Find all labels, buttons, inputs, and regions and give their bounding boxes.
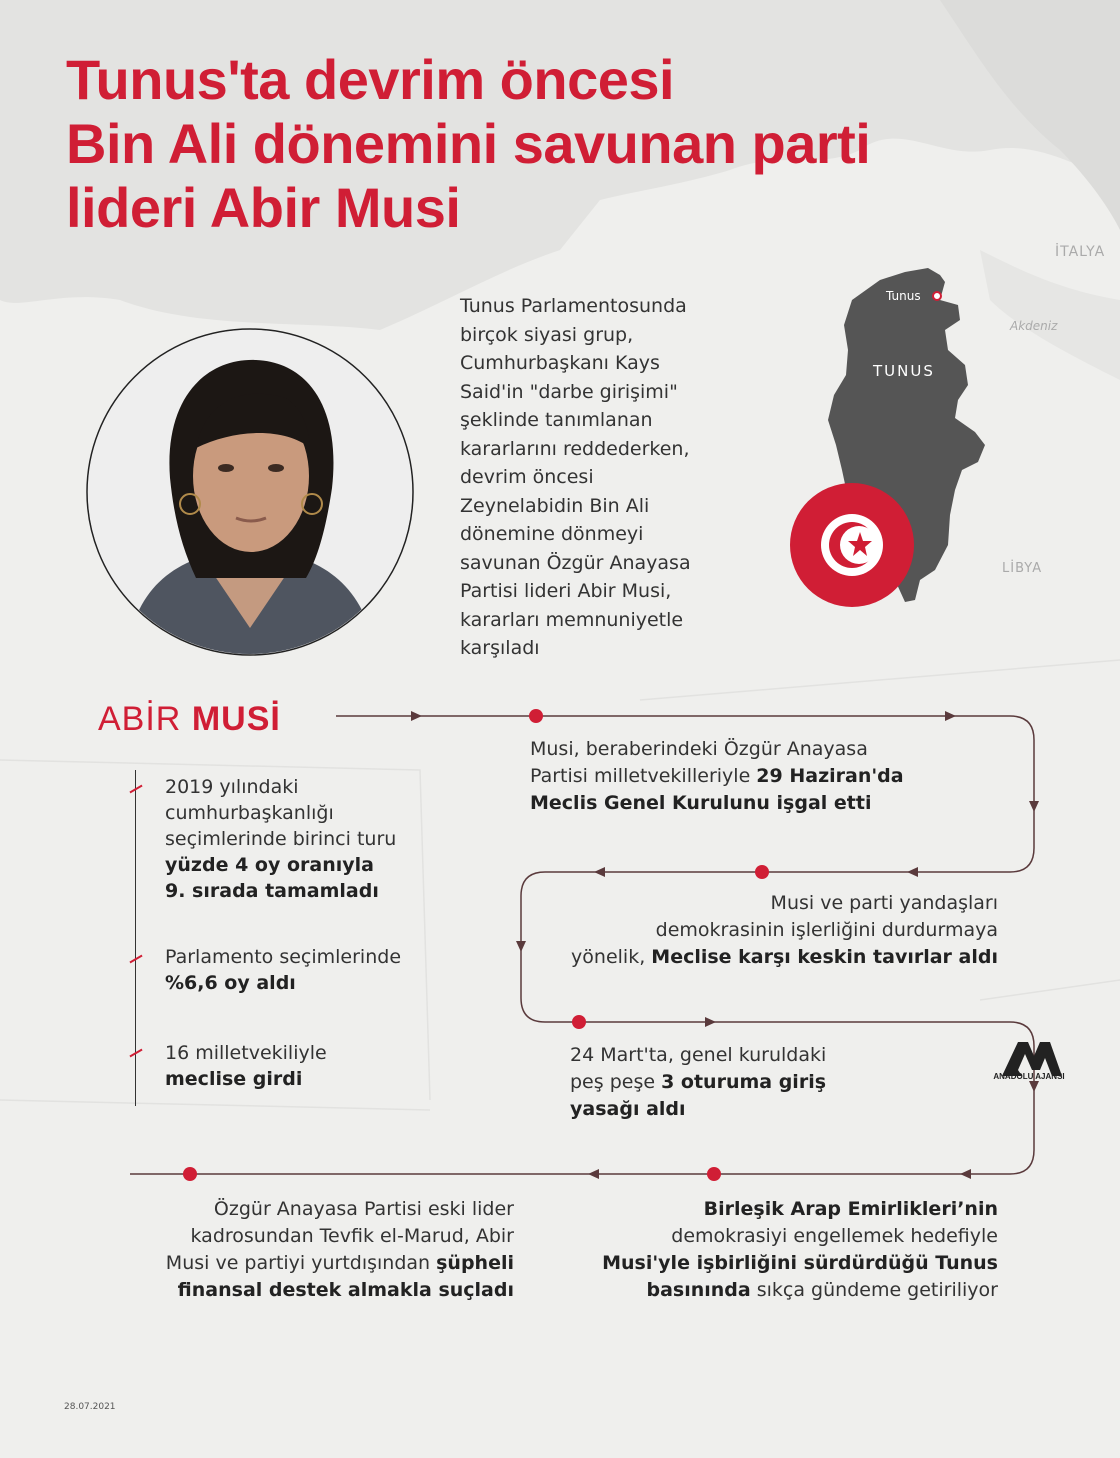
- arrow-down-icon: [516, 941, 526, 952]
- arrow-left-icon: [907, 867, 918, 877]
- intro-line: devrim öncesi: [460, 466, 594, 488]
- timeline-event-3: [570, 1042, 826, 1123]
- event-line: 24 Mart'ta, genel kuruldaki: [570, 1044, 827, 1066]
- title-line: lideri Abir Musi: [66, 176, 461, 239]
- event-line: Musi'yle işbirliğini sürdürdüğü Tunus: [602, 1252, 998, 1274]
- event-line: finansal destek almakla suçladı: [177, 1279, 514, 1301]
- fact-line: 9. sırada tamamladı: [165, 880, 379, 902]
- event-text: yönelik,: [571, 946, 652, 968]
- event-text-bold: Meclise karşı keskin tavırlar aldı: [651, 946, 998, 968]
- intro-line: karşıladı: [460, 637, 540, 659]
- fact-line: %6,6 oy aldı: [165, 972, 296, 994]
- event-line: kadrosundan Tevfik el-Marud, Abir: [190, 1225, 514, 1247]
- fact-line: seçimlerinde birinci turu: [165, 828, 397, 850]
- event-text-bold: 29 Haziran'da: [756, 765, 904, 787]
- title-line: Bin Ali dönemini savunan parti: [66, 112, 871, 175]
- event-line: Özgür Anayasa Partisi eski lider: [213, 1198, 514, 1220]
- event-line: [602, 1277, 998, 1304]
- fact-line: Parlamento seçimlerinde: [165, 946, 402, 968]
- intro-line: Tunus Parlamentosunda: [460, 295, 687, 317]
- intro-line: savunan Özgür Anayasa: [460, 551, 691, 574]
- intro-line: Cumhurbaşkanı Kays: [460, 352, 660, 374]
- capital-label: Tunus: [886, 289, 921, 303]
- intro-line: dönemine dönmeyi: [460, 523, 644, 545]
- event-line: demokrasiyi engellemek hedefiyle: [671, 1225, 998, 1247]
- fact-line: meclise girdi: [165, 1068, 303, 1090]
- intro-line: şeklinde tanımlanan: [460, 409, 653, 431]
- intro-line: Said'in "darbe girişimi": [460, 380, 678, 403]
- fact-line: yüzde 4 oy oranıyla: [165, 854, 374, 876]
- intro-line: Partisi lideri Abir Musi,: [460, 580, 672, 602]
- timeline-event-4: [602, 1196, 998, 1304]
- timeline-dot: [572, 1015, 586, 1029]
- event-text-bold: basınında: [646, 1279, 751, 1301]
- event-text: sıkça gündeme getiriliyor: [750, 1279, 998, 1301]
- event-text-bold: 3 oturuma giriş: [661, 1071, 827, 1093]
- event-line: Musi, beraberindeki Özgür Anayasa: [530, 738, 868, 760]
- arrow-left-icon: [588, 1169, 599, 1179]
- arrow-left-icon: [960, 1169, 971, 1179]
- event-line: yasağı aldı: [570, 1098, 686, 1120]
- event-line: [571, 944, 998, 971]
- agency-name: ANADOLU AJANSI: [993, 1072, 1065, 1081]
- timeline-event-5: [166, 1196, 514, 1304]
- libya-label: LİBYA: [1002, 561, 1043, 576]
- fact-line: 2019 yılındaki: [165, 776, 299, 798]
- timeline-dot: [529, 709, 543, 723]
- intro-line: kararlarını reddederken,: [460, 437, 690, 460]
- last-name: MUSİ: [191, 700, 281, 738]
- title-line: Tunus'ta devrim öncesi: [66, 48, 675, 111]
- intro-line: Zeynelabidin Bin Ali: [460, 494, 650, 517]
- timeline-event-2: [571, 890, 998, 971]
- fact-line: 16 milletvekiliyle: [165, 1042, 327, 1064]
- event-line: [570, 1069, 826, 1096]
- event-line: Birleşik Arap Emirlikleri’nin: [703, 1198, 998, 1220]
- event-text: Partisi milletvekilleriyle: [530, 765, 757, 787]
- event-text: peş peşe: [570, 1071, 662, 1093]
- first-name: ABİR: [98, 700, 182, 738]
- intro-line: birçok siyasi grup,: [460, 323, 634, 346]
- arrow-down-icon: [1029, 801, 1039, 812]
- fact-line: cumhurbaşkanlığı: [165, 802, 334, 824]
- arrow-right-icon: [945, 711, 956, 721]
- intro-line: kararları memnuniyetle: [460, 608, 684, 631]
- event-text: Musi ve partiyi yurtdışından: [165, 1252, 437, 1274]
- publish-date: 28.07.2021: [64, 1402, 116, 1412]
- event-line: demokrasinin işlerliğini durdurmaya: [655, 919, 998, 941]
- timeline-event-1: [530, 736, 904, 817]
- italy-label: İTALYA: [1055, 244, 1106, 260]
- event-line: Musi ve parti yandaşları: [770, 892, 998, 914]
- timeline-dot: [183, 1167, 197, 1181]
- event-line: [166, 1250, 514, 1277]
- timeline-dot: [755, 865, 769, 879]
- sea-label: Akdeniz: [1010, 319, 1058, 333]
- country-label: TUNUS: [873, 362, 935, 380]
- timeline-dot: [707, 1167, 721, 1181]
- event-text-bold: şüpheli: [436, 1252, 514, 1274]
- arrow-left-icon: [594, 867, 605, 877]
- arrow-right-icon: [705, 1017, 716, 1027]
- event-line: [530, 763, 904, 790]
- event-line: Meclis Genel Kurulunu işgal etti: [530, 792, 872, 814]
- arrow-right-icon: [411, 711, 422, 721]
